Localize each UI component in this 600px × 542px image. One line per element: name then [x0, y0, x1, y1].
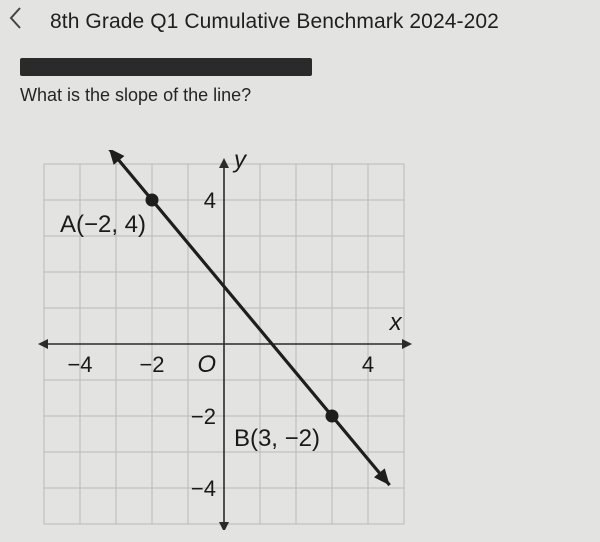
coordinate-graph	[30, 150, 420, 530]
x-tick-label: 4	[361, 352, 375, 377]
title-redaction-bar	[20, 58, 312, 76]
y-axis-arrow-down	[219, 522, 229, 530]
point-a-label: A(−2, 4)	[59, 211, 146, 238]
x-tick-label: −2	[139, 352, 165, 377]
page-title: 8th Grade Q1 Cumulative Benchmark 2024-202	[50, 10, 499, 33]
graph-labels	[60, 150, 403, 501]
chevron-left-icon[interactable]	[8, 6, 22, 30]
x-axis-arrow-left	[38, 339, 48, 349]
x-axis-label: x	[389, 309, 402, 336]
point-a	[146, 194, 159, 207]
origin-label: O	[197, 351, 216, 378]
point-b-label: B(3, −2)	[233, 425, 320, 452]
point-b	[326, 410, 339, 423]
question-text: What is the slope of the line?	[20, 85, 252, 105]
y-axis-label: y	[234, 150, 246, 174]
y-tick-label: 4	[203, 188, 216, 213]
y-tick-label: −4	[190, 476, 216, 501]
x-axis-arrow-right	[402, 339, 412, 349]
y-tick-label: −2	[190, 404, 216, 429]
y-axis-arrow-up	[219, 158, 229, 168]
x-tick-label: −4	[67, 352, 93, 377]
